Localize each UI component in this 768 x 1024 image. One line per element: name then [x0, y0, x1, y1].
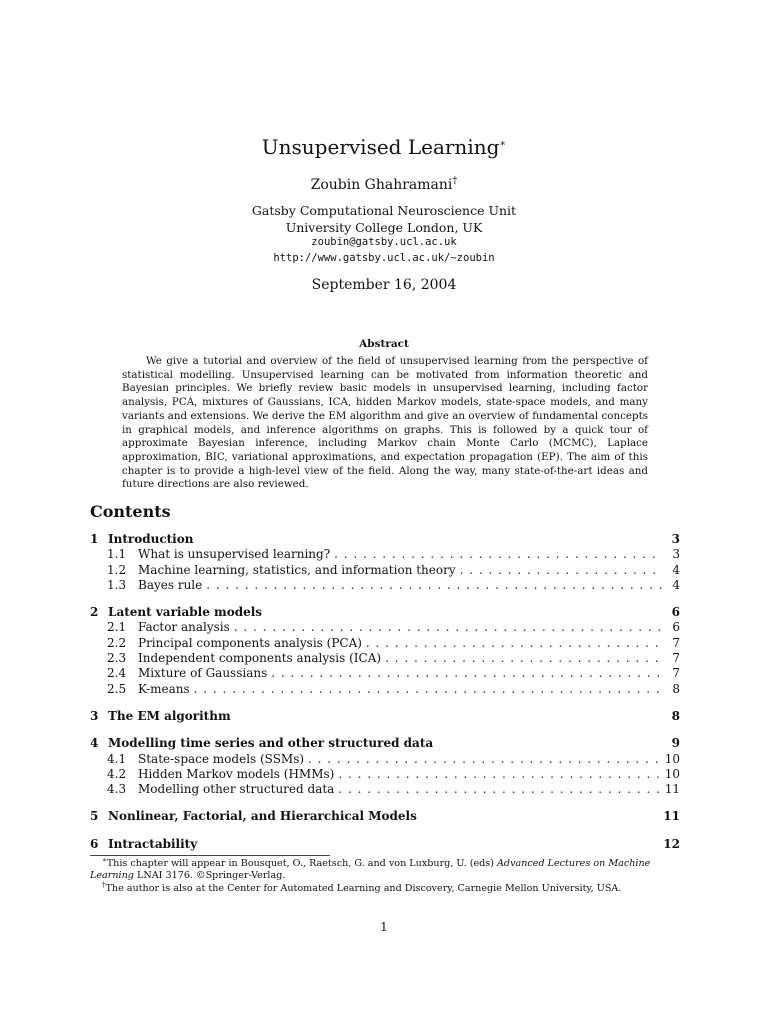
toc-subsection-number: 2.5	[107, 681, 127, 696]
toc-subsection-row[interactable]	[90, 620, 680, 635]
toc-subsection-title: Bayes rule	[138, 577, 203, 592]
toc-subsection-row[interactable]	[90, 782, 680, 797]
toc-subsection-page: 4	[672, 577, 680, 592]
author-name	[0, 177, 768, 193]
toc-subsection-page: 10	[664, 751, 680, 766]
toc-section-title: Modelling time series and other structured data	[108, 736, 434, 751]
toc-subsection-number: 2.1	[107, 620, 127, 635]
affiliation-line-1: Gatsby Computational Neuroscience Unit	[251, 203, 517, 218]
footnote-1-tail: LNAI 3176. ©Springer-Verlag.	[133, 870, 286, 882]
toc-dot-leader	[385, 651, 662, 666]
author-url: http://www.gatsby.ucl.ac.uk/~zoubin	[273, 252, 495, 264]
toc-subsection-page: 7	[672, 651, 680, 666]
footnote-1-mark: ∗	[102, 855, 107, 864]
toc-dot-leader	[234, 620, 662, 635]
toc-subsection-page: 3	[672, 547, 680, 562]
toc-subsection-page: 8	[672, 681, 680, 696]
toc-section-title: The EM algorithm	[108, 708, 231, 723]
toc-section	[90, 605, 680, 697]
footnote-rule	[90, 855, 330, 856]
toc-subsection-row[interactable]	[90, 752, 680, 767]
toc-subsection-page: 4	[672, 562, 680, 577]
toc-subsection-number: 4.2	[107, 766, 127, 781]
toc-subsection-title: Factor analysis	[138, 620, 230, 635]
toc-section-row[interactable]	[90, 709, 680, 724]
toc-subsection-number: 4.1	[107, 751, 127, 766]
toc-section-row[interactable]	[90, 809, 680, 824]
abstract-heading: Abstract	[359, 338, 409, 350]
toc-section	[90, 837, 680, 852]
footnote-1-text: This chapter will appear in Bousquet, O., Raetsch, G. and von Luxburg, U. (eds)	[106, 858, 497, 869]
toc-subsection-page: 11	[664, 782, 680, 797]
toc-section-title: Intractability	[108, 836, 198, 851]
toc-section-page: 8	[671, 708, 680, 723]
toc-subsection-title: Hidden Markov models (HMMs)	[138, 766, 335, 781]
toc-subsection-title: State-space models (SSMs)	[138, 751, 305, 766]
toc-section-title: Introduction	[108, 532, 194, 546]
toc-dot-leader	[308, 752, 662, 767]
toc-subsection-row[interactable]	[90, 682, 680, 697]
toc-section-number: 3	[90, 708, 99, 723]
author-footnote-mark: †	[452, 175, 458, 187]
title-footnote-mark: ∗	[499, 138, 507, 150]
toc-subsection-title: Machine learning, statistics, and information theory	[138, 562, 456, 577]
toc-dot-leader	[338, 767, 662, 782]
toc-subsection-number: 2.4	[107, 666, 127, 681]
toc-section-row[interactable]	[90, 837, 680, 852]
paper-title	[0, 135, 768, 159]
toc-subsection-number: 1.1	[107, 547, 127, 562]
toc-section-title: Nonlinear, Factorial, and Hierarchical Models	[108, 809, 417, 824]
toc-subsection-page: 10	[664, 766, 680, 781]
footnote-2-text: The author is also at the Center for Automated Learning and Discovery, Carnegie Mellon University, USA.	[105, 882, 622, 894]
toc-subsection-title: Independent components analysis (ICA)	[138, 651, 382, 666]
paper-date: September 16, 2004	[311, 277, 457, 293]
toc-section-number: 4	[90, 736, 99, 751]
footnote-1	[90, 855, 680, 883]
toc-subsection-page: 7	[672, 666, 680, 681]
author-email: zoubin@gatsby.ucl.ac.uk	[311, 236, 457, 248]
toc-subsection-row[interactable]	[90, 651, 680, 666]
toc-section	[90, 736, 680, 797]
contents-heading: Contents	[90, 502, 171, 521]
toc-subsection-title: K-means	[138, 681, 190, 696]
toc-subsection-number: 4.3	[107, 782, 127, 797]
toc-section-page: 11	[663, 809, 680, 824]
table-of-contents	[90, 532, 680, 864]
toc-subsection-page: 6	[672, 620, 680, 635]
toc-dot-leader	[338, 782, 662, 797]
toc-dot-leader	[460, 563, 662, 578]
page-number: 1	[380, 920, 388, 934]
toc-subsection-number: 1.2	[107, 562, 127, 577]
footnote-2	[90, 880, 680, 895]
toc-section-page: 6	[671, 605, 680, 620]
toc-section-page: 12	[663, 836, 680, 851]
title-text: Unsupervised Learning	[261, 135, 500, 159]
toc-subsection-number: 2.2	[107, 635, 127, 650]
toc-subsection-row[interactable]	[90, 636, 680, 651]
toc-dot-leader	[206, 578, 662, 593]
toc-section-page: 3	[671, 532, 680, 546]
toc-section-row[interactable]	[90, 736, 680, 751]
toc-section-page: 9	[671, 736, 680, 751]
toc-section-title: Latent variable models	[108, 605, 263, 620]
footnotes	[90, 855, 680, 895]
toc-section-row[interactable]	[90, 532, 680, 547]
toc-subsection-title: Mixture of Gaussians	[138, 666, 268, 681]
toc-subsection-page: 7	[672, 635, 680, 650]
toc-section-number: 2	[90, 605, 99, 620]
toc-subsection-title: Modelling other structured data	[138, 782, 335, 797]
toc-subsection-row[interactable]	[90, 666, 680, 681]
toc-section	[90, 809, 680, 824]
toc-subsection-title: Principal components analysis (PCA)	[138, 635, 362, 650]
footnote-1-book-title: Advanced Lectures on Machine Learning	[90, 858, 651, 882]
toc-section-number: 1	[90, 532, 99, 546]
toc-subsection-row[interactable]	[90, 767, 680, 782]
toc-subsection-title: What is unsupervised learning?	[138, 547, 331, 562]
toc-dot-leader	[334, 547, 662, 562]
author-text: Zoubin Ghahramani	[310, 177, 453, 193]
toc-section	[90, 709, 680, 724]
toc-section-row[interactable]	[90, 605, 680, 620]
abstract-text: We give a tutorial and overview of the field of unsupervised learning from the perspective of statistical modelling. Unsupervised learning can be motivated from information theoretic and Bayesian principles. We briefly review basic models in unsupervised learning, including factor analysis, PCA, mixtures of Gaussians, ICA, hidden Markov models, state-space models, and many variants and extensions. We derive the EM algorithm and give an overview of fundamental concepts in graphical models, and inference algorithms on graphs. This is followed by a quick tour of approximate Bayesian inference, including Markov chain Monte Carlo (MCMC), Laplace approximation, BIC, variational approximations, and expectation propagation (EP). The aim of this chapter is to provide a high-level view of the field. Along the way, many state-of-the-art ideas and future directions are also reviewed.	[122, 355, 648, 491]
toc-dot-leader	[271, 666, 662, 681]
toc-dot-leader	[366, 636, 662, 651]
toc-section	[90, 532, 680, 593]
affiliation-line-2: University College London, UK	[285, 220, 483, 235]
toc-subsection-row[interactable]	[90, 578, 680, 593]
toc-subsection-row[interactable]	[90, 563, 680, 578]
toc-section-number: 6	[90, 836, 99, 851]
footnote-2-mark: †	[102, 880, 106, 889]
toc-section-number: 5	[90, 809, 99, 824]
toc-subsection-number: 2.3	[107, 651, 127, 666]
toc-dot-leader	[194, 682, 662, 697]
toc-subsection-row[interactable]	[90, 547, 680, 562]
toc-subsection-number: 1.3	[107, 577, 127, 592]
